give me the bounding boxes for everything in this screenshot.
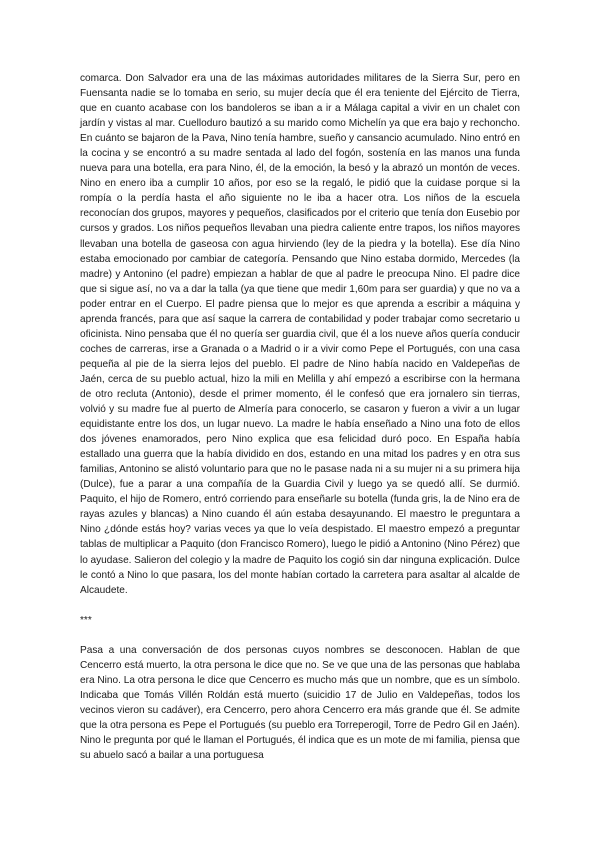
paragraph-conversation: Pasa a una conversación de dos personas cuyos nombres se desconocen. Hablan de que Cencerro está muerto, la otra persona le dice que no. Se ve que una de las personas que hablaba era Nino. La otra persona le dice que Cencerro es mucho más que un nombre, que es un símbolo. Indicaba que Tomás Villén Roldán está muerto (suicidio 17 de Julio en Valdepeñas, todos los vecinos vieron su cadáver), era Cencerro, pero ahora Cencerro era más grande que él. Se admite que la otra persona es Pepe el Portugués (su pueblo era Torreperogil, Torre de Pedro Gil en Jaén). Nino le pregunta por qué le llaman el Portugués, él indica que es un mote de mi familia, piensa que su abuelo sacó a bailar a una portuguesa — [80, 644, 520, 762]
paragraph-narrative: comarca. Don Salvador era una de las máximas autoridades militares de la Sierra Sur, pero en Fuensanta nadie se lo tomaba en serio, su mujer decía que él era teniente del Ejército de Tierra, que en cuanto acabase con los bandoleros se iban a ir a Málaga capital a vivir en un chalet con jardín y vistas al mar. Cuelloduro bautizó a su marido como Michelín ya que era bajo y rechoncho. En cuánto se bajaron de la Pava, Nino tenía hambre, sueño y cansancio acumulado. Nino entró en la cocina y se encontró a su madre sentada al lado del fogón, sostenía en las manos una funda nueva para una botella, era para Nino, él, de la emoción, la besó y la abrazó un montón de veces. Nino en enero iba a cumplir 10 años, por eso se la regaló, le pidió que la cuidase porque si la rompía o la perdía hasta el año siguiente no le iba a hacer otra. Los niños de la escuela reconocían dos grupos, mayores y pequeños, clasificados por el criterio que tenía don Eusebio por cursos y grados. Los niños pequeños llevaban una piedra caliente entre trapos, los niños mayores llevaban una botella de gaseosa con agua hirviendo (ley de la piedra y la botella). Ese día Nino estaba emocionado por cambiar de categoría. Pensando que Nino estaba dormido, Mercedes (la madre) y Antonino (el padre) empiezan a hablar de que al padre le preocupa Nino. El padre dice que si sigue así, no va a dar la talla (ya que tiene que medir 1,60m para ser guardia) y que no va a poder entrar en el Cuerpo. El padre piensa que lo mejor es que aprenda a escribir a máquina y aprenda francés, para que así saque la carrera de contabilidad y poder trabajar como secretario u oficinista. Nino pensaba que él no quería ser guardia civil, que él a los nueve años quería conducir coches de carreras, irse a Granada o a Madrid o ir a vivir como Pepe el Portugués, con una casa pequeña al pie de la sierra lejos del pueblo. El padre de Nino había nacido en Valdepeñas de Jaén, cerca de su pueblo actual, hizo la mili en Melilla y ahí empezó a escribirse con la hermana de otro recluta (Antonio), desde el primer momento, él le confesó que era jornalero sin tierras, volvió y su madre fue al puerto de Almería para conocerlo, se casaron y fueron a vivir a un lugar equidistante entre los dos, un lugar nuevo. La madre le había enseñado a Nino una foto de ellos dos jóvenes enamorados, pero Nino explica que esa felicidad duró poco. En España había estallado una guerra que la había dividido en dos, estando en una mitad los padres y en otra sus familias, Antonino se alistó voluntario para que no le pasase nada ni a su mujer ni a su primera hija (Dulce), fue a parar a una compañía de la Guardia Civil y luego ya se quedó allí. Se durmió. Paquito, el hijo de Romero, entró corriendo para enseñarle su botella (funda gris, la de Nino era de rayas azules y blancas) a Nino cuando él aún estaba desayunando. El maestro le preguntara a Nino ¿dónde estás hoy? varias veces ya que lo veía despistado. El maestro empezó a preguntar tablas de multiplicar a Paquito (don Francisco Romero), luego le pidió a Antonino (Nino Pérez) que lo ayudase. Salieron del colegio y la madre de Paquito los cogió sin dar ninguna explicación. Dulce le contó a Nino lo que pasara, los del monte habían cortado la carretera para asaltar al alcalde de Alcaudete. — [80, 73, 520, 596]
section-separator: *** — [80, 614, 92, 626]
document-body — [80, 71, 520, 763]
